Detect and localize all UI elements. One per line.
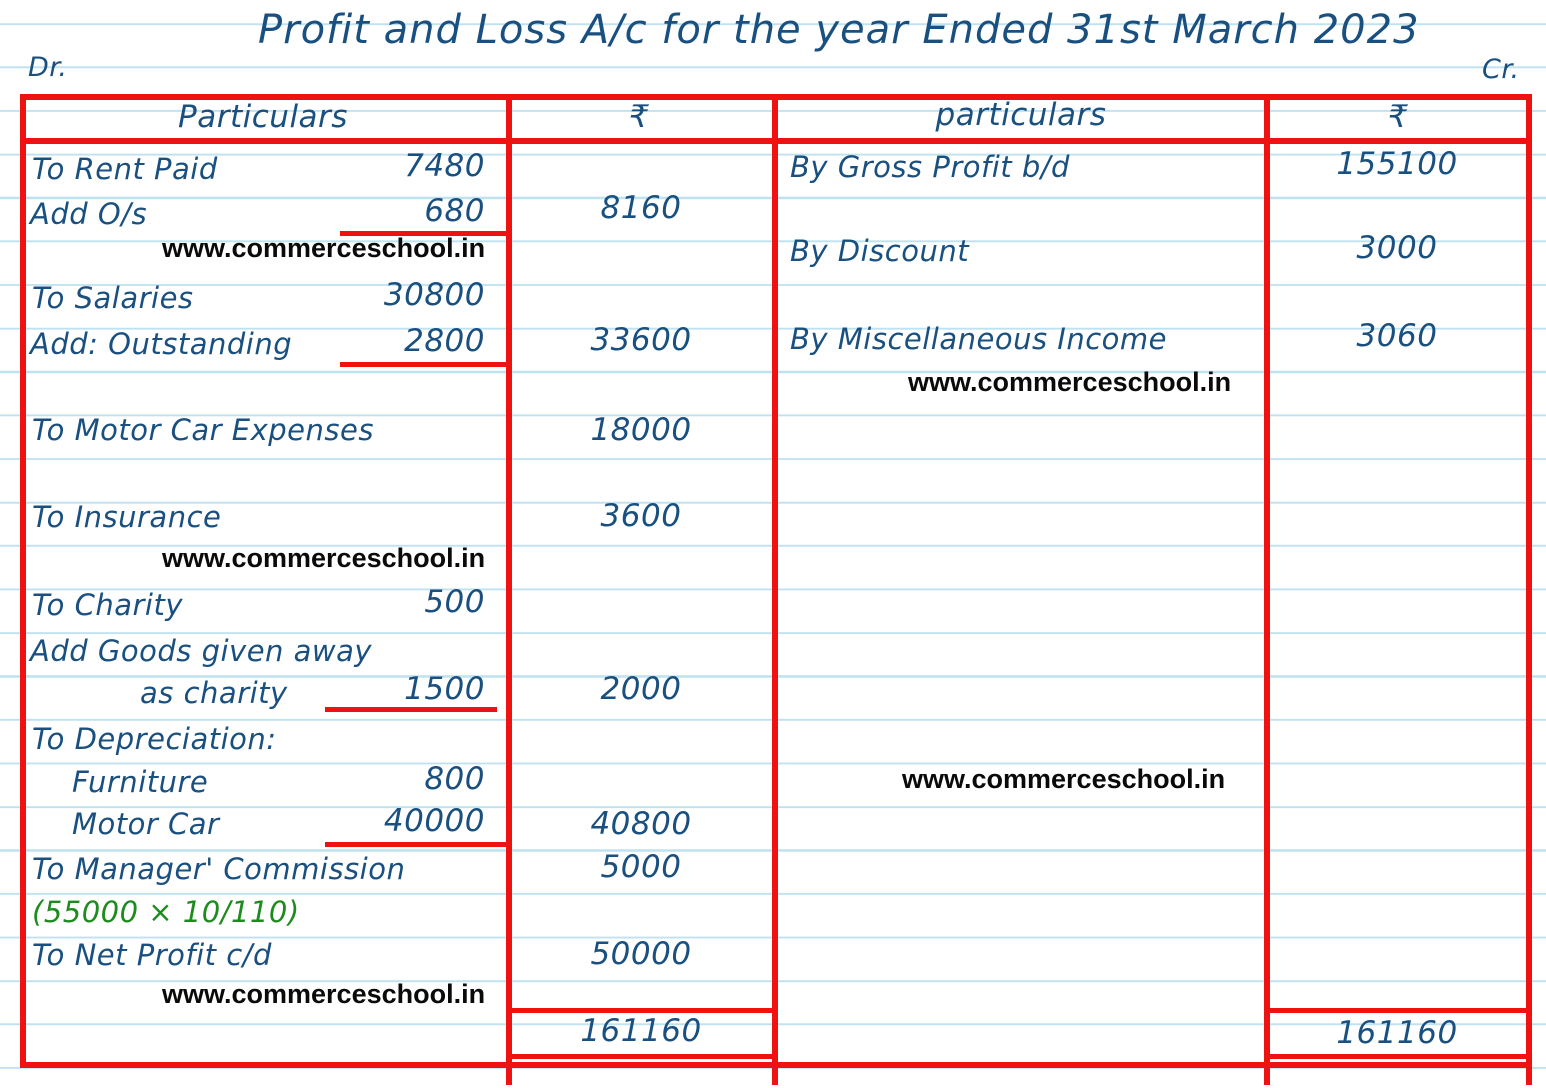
watermark: www.commerceschool.in [162, 543, 486, 573]
credit-line-label: By Miscellaneous Income [790, 322, 1168, 356]
debit-amount: 40800 [590, 806, 692, 842]
debit-line-label: To Rent Paid [32, 152, 218, 186]
credit-line-label: By Gross Profit b/d [790, 150, 1070, 184]
debit-line-detail: 40000 [383, 803, 485, 839]
debit-amount: 33600 [590, 322, 692, 358]
debit-amount: 18000 [590, 412, 692, 448]
header-amount-credit: ₹ [1387, 99, 1409, 135]
debit-amount: 50000 [590, 936, 692, 972]
debit-line-detail: 680 [424, 193, 485, 229]
debit-line-label: To Salaries [32, 281, 194, 315]
debit-line-label: To Manager' Commission [32, 852, 406, 886]
header-amount-debit: ₹ [628, 99, 650, 135]
table-border-left [20, 94, 26, 1068]
debit-line-detail: 2800 [404, 323, 485, 359]
debit-total: 161160 [580, 1013, 702, 1049]
debit-line-detail: 7480 [404, 148, 485, 184]
debit-line-detail: 1500 [404, 671, 485, 707]
credit-amount: 3000 [1356, 230, 1438, 266]
cr-label: Cr. [1482, 54, 1520, 85]
debit-line-detail: 800 [424, 761, 485, 797]
debit-amount: 2000 [600, 671, 682, 707]
debit-amount: 3600 [600, 498, 682, 534]
debit-line-label: Add Goods given away [30, 634, 373, 668]
debit-line-label: as charity [140, 676, 288, 710]
credit-amount: 3060 [1356, 318, 1438, 354]
debit-line-detail: 500 [424, 584, 485, 620]
debit-line-label: Add: Outstanding [30, 327, 293, 361]
page-title: Profit and Loss A/c for the year Ended 31st March 2023 [258, 7, 1420, 53]
debit-line-label: To Charity [32, 588, 184, 622]
debit-line-label: Add O/s [30, 197, 148, 231]
watermark: www.commerceschool.in [162, 979, 486, 1009]
debit-total-rule-bottom [506, 1054, 778, 1059]
debit-line-detail: 30800 [383, 277, 485, 313]
watermark: www.commerceschool.in [162, 233, 486, 263]
credit-total-rule-top [1264, 1008, 1532, 1013]
sum-underline-depreciation [325, 842, 508, 847]
debit-amount: 8160 [600, 190, 682, 226]
debit-line-label: To Net Profit c/d [32, 938, 272, 972]
table-border-right [1526, 94, 1532, 1085]
dr-label: Dr. [28, 52, 68, 83]
credit-total-rule-bottom [1264, 1054, 1532, 1059]
credit-total: 161160 [1336, 1015, 1458, 1051]
header-particulars-credit: particulars [935, 97, 1107, 133]
debit-amount: 5000 [600, 849, 682, 885]
debit-line-label: To Motor Car Expenses [32, 413, 374, 447]
watermark: www.commerceschool.in [908, 367, 1232, 397]
debit-line-label: To Insurance [32, 500, 222, 534]
debit-line-label: To Depreciation: [32, 722, 277, 756]
credit-amount: 155100 [1336, 146, 1458, 182]
manager-commission-working-note: (55000 × 10/110) [32, 895, 300, 929]
sum-underline-salaries [340, 362, 508, 367]
debit-line-label: Furniture [72, 765, 209, 799]
watermark: www.commerceschool.in [902, 764, 1226, 794]
debit-line-label: Motor Car [72, 807, 220, 841]
header-particulars-debit: Particulars [178, 99, 348, 135]
credit-line-label: By Discount [790, 234, 970, 268]
